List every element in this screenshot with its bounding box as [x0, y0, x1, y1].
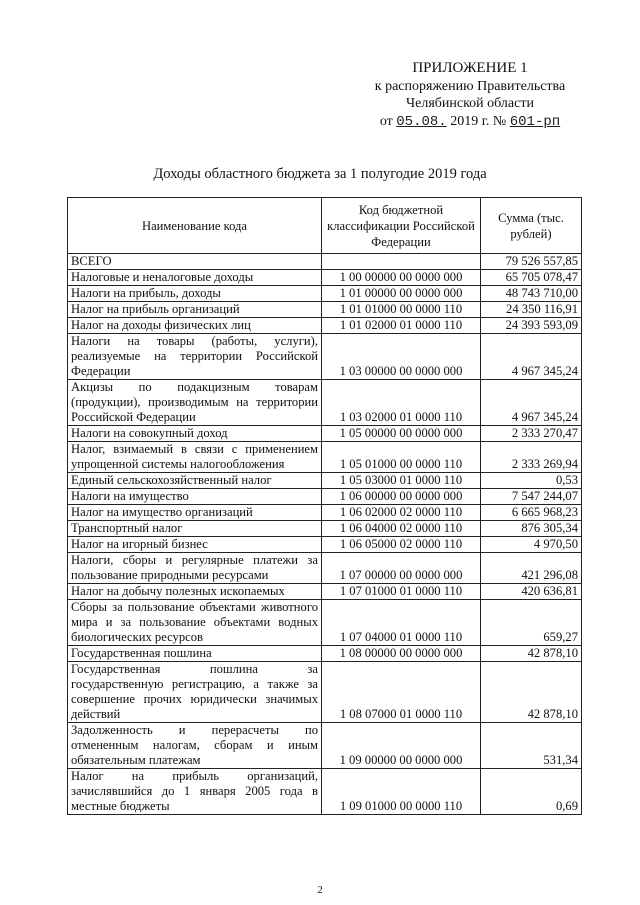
table-row	[68, 270, 582, 286]
row-name: Налоги, сборы и регулярные платежи за пользование природными ресурсами	[68, 553, 322, 584]
row-amount: 4 970,50	[481, 537, 582, 553]
row-amount: 421 296,08	[481, 553, 582, 584]
row-code: 1 05 03000 01 0000 110	[322, 473, 481, 489]
header-code: Код бюджетной классификации Российской Федерации	[322, 198, 481, 254]
row-amount: 659,27	[481, 600, 582, 646]
row-code: 1 07 04000 01 0000 110	[322, 600, 481, 646]
row-code: 1 06 04000 02 0000 110	[322, 521, 481, 537]
row-name: Транспортный налог	[68, 521, 322, 537]
row-amount: 0,69	[481, 769, 582, 815]
row-amount: 42 878,10	[481, 646, 582, 662]
table-body	[68, 254, 582, 815]
row-name: Государственная пошлина	[68, 646, 322, 662]
header-name: Наименование кода	[68, 198, 322, 254]
row-amount: 4 967 345,24	[481, 334, 582, 380]
row-code: 1 06 02000 02 0000 110	[322, 505, 481, 521]
table-row	[68, 254, 582, 270]
header-amount: Сумма (тыс. рублей)	[481, 198, 582, 254]
table-row	[68, 442, 582, 473]
row-code: 1 01 02000 01 0000 110	[322, 318, 481, 334]
row-code: 1 07 01000 01 0000 110	[322, 584, 481, 600]
row-code: 1 06 05000 02 0000 110	[322, 537, 481, 553]
table-row	[68, 505, 582, 521]
row-name: Налог на добычу полезных ископаемых	[68, 584, 322, 600]
table-row	[68, 600, 582, 646]
appendix-block	[350, 60, 590, 131]
row-name: Налог на доходы физических лиц	[68, 318, 322, 334]
order-date: 05.08.	[396, 113, 447, 130]
table-row	[68, 553, 582, 584]
table-row	[68, 334, 582, 380]
row-code: 1 01 00000 00 0000 000	[322, 286, 481, 302]
row-name: Налог на прибыль организаций, зачислявшийся до 1 января 2005 года в местные бюджеты	[68, 769, 322, 815]
row-name: Налог на прибыль организаций	[68, 302, 322, 318]
document-title: Доходы областного бюджета за 1 полугодие 2019 года	[153, 166, 487, 182]
row-amount: 0,53	[481, 473, 582, 489]
row-code	[322, 254, 481, 270]
appendix-title: ПРИЛОЖЕНИЕ 1	[412, 60, 528, 76]
table-row	[68, 646, 582, 662]
row-code: 1 09 00000 00 0000 000	[322, 723, 481, 769]
table-row	[68, 380, 582, 426]
table-row	[68, 769, 582, 815]
row-name: Единый сельскохозяйственный налог	[68, 473, 322, 489]
table-row	[68, 318, 582, 334]
row-code: 1 05 00000 00 0000 000	[322, 426, 481, 442]
row-amount: 531,34	[481, 723, 582, 769]
row-name: Задолженность и перерасчеты по отмененным налогам, сборам и иным обязательным платежам	[68, 723, 322, 769]
table-row	[68, 302, 582, 318]
table-row	[68, 286, 582, 302]
row-code: 1 01 01000 00 0000 110	[322, 302, 481, 318]
table-row	[68, 584, 582, 600]
row-code: 1 00 00000 00 0000 000	[322, 270, 481, 286]
row-code: 1 08 00000 00 0000 000	[322, 646, 481, 662]
row-amount: 42 878,10	[481, 662, 582, 723]
row-code: 1 05 01000 00 0000 110	[322, 442, 481, 473]
table-row	[68, 489, 582, 505]
table-row	[68, 662, 582, 723]
order-number: 601-рп	[509, 113, 561, 130]
row-code: 1 08 07000 01 0000 110	[322, 662, 481, 723]
order-line	[350, 113, 590, 132]
row-name: Налог на игорный бизнес	[68, 537, 322, 553]
row-amount: 876 305,34	[481, 521, 582, 537]
order-prefix: от	[379, 113, 393, 129]
table-row	[68, 521, 582, 537]
row-amount: 7 547 244,07	[481, 489, 582, 505]
row-amount: 2 333 270,47	[481, 426, 582, 442]
table-row	[68, 723, 582, 769]
row-name: Акцизы по подакцизным товарам (продукции), производимым на территории Российской Федерации	[68, 380, 322, 426]
income-table	[67, 197, 582, 815]
row-code: 1 06 00000 00 0000 000	[322, 489, 481, 505]
order-year: 2019 г. №	[450, 113, 507, 129]
table-row	[68, 426, 582, 442]
row-name: Налоги на совокупный доход	[68, 426, 322, 442]
row-amount: 79 526 557,85	[481, 254, 582, 270]
row-name: Налоги на товары (работы, услуги), реализуемые на территории Российской Федерации	[68, 334, 322, 380]
appendix-line-2: Челябинской области	[406, 96, 534, 111]
row-code: 1 07 00000 00 0000 000	[322, 553, 481, 584]
row-amount: 65 705 078,47	[481, 270, 582, 286]
row-name: Налоговые и неналоговые доходы	[68, 270, 322, 286]
row-code: 1 03 00000 00 0000 000	[322, 334, 481, 380]
row-name: Сборы за пользование объектами животного мира и за пользование объектами водных биологических ресурсов	[68, 600, 322, 646]
row-amount: 4 967 345,24	[481, 380, 582, 426]
appendix-line-1: к распоряжению Правительства	[374, 78, 566, 94]
row-amount: 420 636,81	[481, 584, 582, 600]
row-name: Налог, взимаемый в связи с применением упрощенной системы налогообложения	[68, 442, 322, 473]
row-name: ВСЕГО	[68, 254, 322, 270]
table-row	[68, 473, 582, 489]
table-row	[68, 537, 582, 553]
row-amount: 48 743 710,00	[481, 286, 582, 302]
row-name: Налог на имущество организаций	[68, 505, 322, 521]
row-amount: 2 333 269,94	[481, 442, 582, 473]
row-code: 1 03 02000 01 0000 110	[322, 380, 481, 426]
row-code: 1 09 01000 00 0000 110	[322, 769, 481, 815]
row-amount: 24 393 593,09	[481, 318, 582, 334]
row-amount: 24 350 116,91	[481, 302, 582, 318]
row-name: Налоги на прибыль, доходы	[68, 286, 322, 302]
table-header-row	[68, 198, 582, 254]
row-name: Налоги на имущество	[68, 489, 322, 505]
page-number: 2	[317, 884, 323, 896]
row-name: Государственная пошлина за государственную регистрацию, а также за совершение прочих юридически значимых действий	[68, 662, 322, 723]
row-amount: 6 665 968,23	[481, 505, 582, 521]
